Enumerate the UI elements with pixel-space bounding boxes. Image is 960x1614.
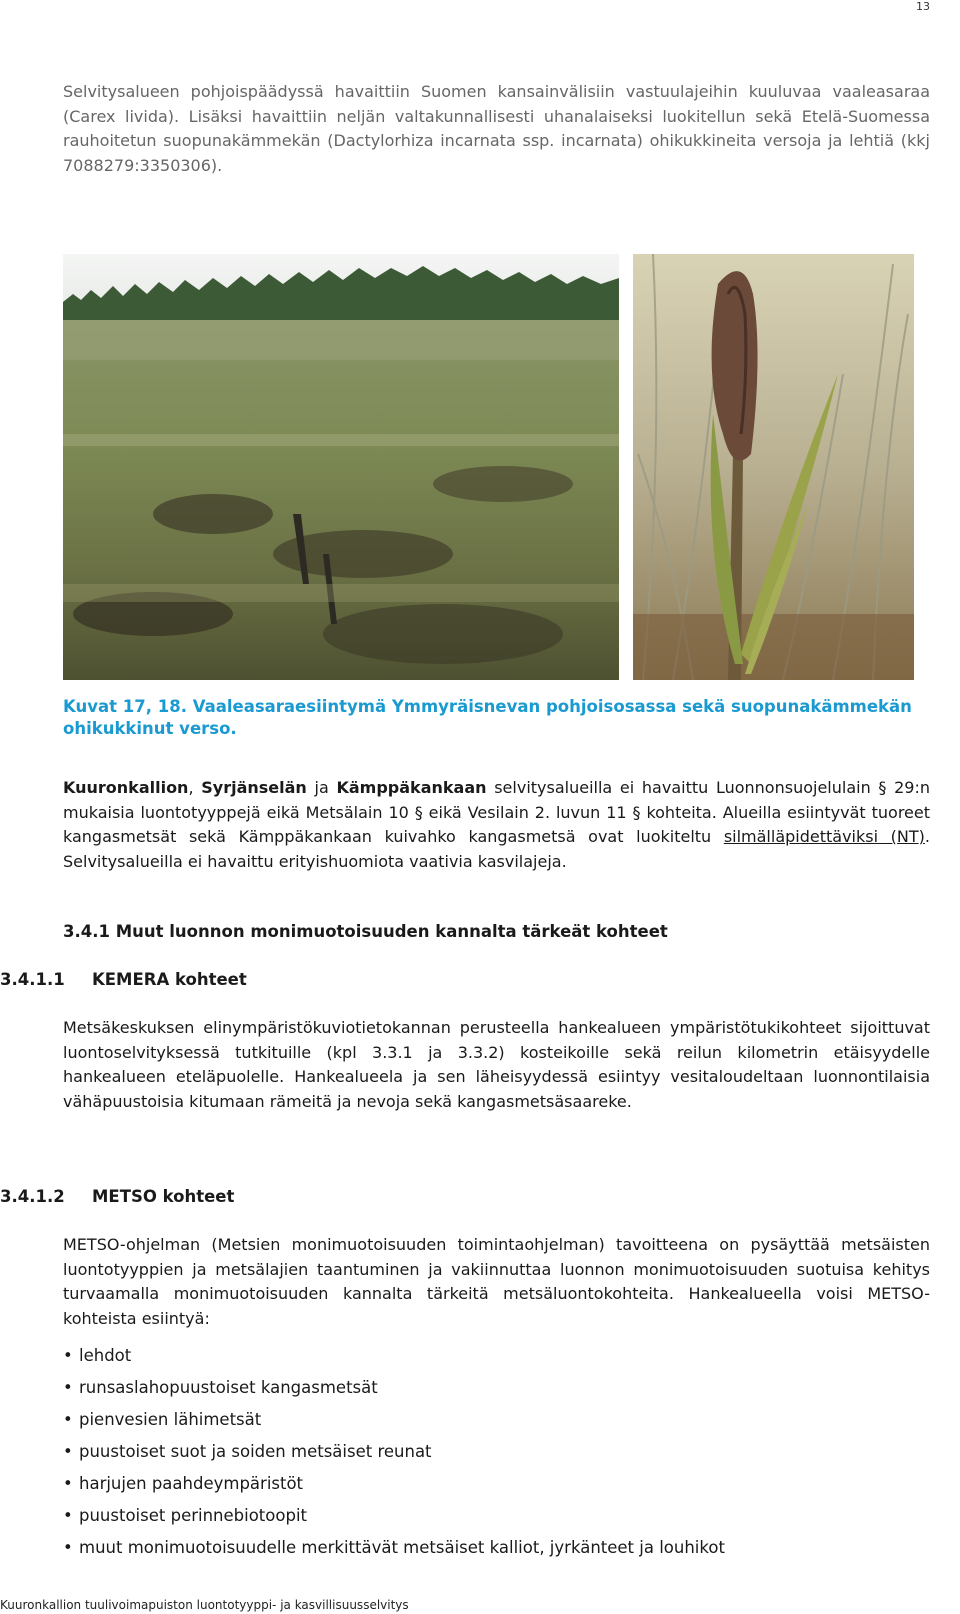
metso-list	[63, 1340, 725, 1564]
separator-2: ja	[306, 778, 337, 797]
bog-photo	[63, 254, 619, 680]
metso-paragraph: METSO-ohjelman (Metsien monimuotoisuuden toimintaohjelman) tavoitteena on pysäyttää metsäisten luontotyyppien ja metsälajien taantuminen ja vakiinnuttaa luonnon monimuotoisuuden suotuisa kehitys turvaamalla monimuotoisuuden kannalta tärkeitä metsäluontokohteita. Hankealueella voisi METSO-kohteista esiintyä:	[63, 1235, 930, 1328]
list-item-text: harjujen paahdeympäristöt	[79, 1474, 304, 1493]
list-item	[63, 1404, 725, 1436]
bullet: •	[63, 1346, 73, 1365]
list-item-text: runsaslahopuustoiset kangasmetsät	[79, 1378, 378, 1397]
list-item	[63, 1500, 725, 1532]
list-item	[63, 1436, 725, 1468]
list-item-text: puustoiset perinnebiotoopit	[79, 1506, 307, 1525]
bullet: •	[63, 1378, 73, 1397]
metso-title: METSO kohteet	[92, 1187, 235, 1206]
section-heading-kemera	[0, 970, 247, 989]
section-heading-341: 3.4.1 Muut luonnon monimuotoisuuden kannalta tärkeät kohteet	[63, 922, 668, 941]
list-item-text: pienvesien lähimetsät	[79, 1410, 262, 1429]
page-number: 13	[916, 0, 930, 13]
habitat-text-2: . Selvitysalueilla ei havaittu erityishuomiota vaativia kasvilajeja.	[63, 827, 930, 871]
section-heading-metso	[0, 1187, 234, 1206]
habitat-text-1: selvitysalueilla ei havaittu Luonnonsuojelulain § 29:n mukaisia luontotyyppejä eikä Metsälain 10 § eikä Vesilain 2. luvun 11 § kohteita. Alueilla esiintyvät tuoreet kangasmetsät sekä Kämppäkankaan kuivahko kangasmetsä ovat luokiteltu	[63, 778, 931, 846]
bullet: •	[63, 1506, 73, 1525]
list-item	[63, 1372, 725, 1404]
bullet: •	[63, 1442, 73, 1461]
list-item	[63, 1532, 725, 1564]
place-kuuronkallio: Kuuronkallion	[63, 778, 189, 797]
list-item-text: lehdot	[79, 1346, 132, 1365]
bullet: •	[63, 1538, 73, 1557]
kemera-number: 3.4.1.1	[0, 970, 65, 989]
page-footer: Kuuronkallion tuulivoimapuiston luontotyyppi- ja kasvillisuusselvitys	[0, 1598, 409, 1612]
orchid-photo	[633, 254, 914, 680]
nt-classification-link[interactable]: silmälläpidettäviksi (NT)	[723, 827, 925, 846]
list-item-text: muut monimuotoisuudelle merkittävät metsäiset kalliot, jyrkänteet ja louhikot	[79, 1538, 725, 1557]
place-syrjanselka: Syrjänselän	[201, 778, 307, 797]
habitat-paragraph	[63, 776, 930, 874]
intro-paragraph: Selvitysalueen pohjoispäädyssä havaittiin Suomen kansainvälisiin vastuulajeihin kuuluvaa vaaleasaraa (Carex livida). Lisäksi havaittiin neljän valtakunnallisesti uhanalaiseksi luokitellun sekä Etelä-Suomessa rauhoitetun suopunakämmekän (Dactylorhiza incarnata ssp. incarnata) ohikukkineita versoja ja lehtiä (kkj 7088279:3350306).	[63, 82, 930, 175]
bullet: •	[63, 1474, 73, 1493]
bullet: •	[63, 1410, 73, 1429]
list-item	[63, 1468, 725, 1500]
metso-number: 3.4.1.2	[0, 1187, 65, 1206]
list-item	[63, 1340, 725, 1372]
place-kamppakangas: Kämppäkankaan	[336, 778, 487, 797]
figure-caption: Kuvat 17, 18. Vaaleasaraesiintymä Ymmyräisnevan pohjoisosassa sekä suopunakämmekän ohikukkinut verso.	[63, 697, 912, 738]
list-item-text: puustoiset suot ja soiden metsäiset reunat	[79, 1442, 432, 1461]
kemera-title: KEMERA kohteet	[92, 970, 247, 989]
separator-1: ,	[188, 778, 202, 797]
kemera-paragraph: Metsäkeskuksen elinympäristökuviotietokannan perusteella hankealueen ympäristötukikohteet sijoittuvat luontoselvityksessä tutkituille (kpl 3.3.1 ja 3.3.2) kosteikoille sekä reilun kilometrin etäisyydelle hankealueen eteläpuolelle. Hankealueela ja sen läheisyydessä esiintyy vesitaloudeltaan luonnontilaisia vähäpuustoisia kitumaan rämeitä ja nevoja sekä kangasmetsäsaareke.	[63, 1018, 930, 1111]
